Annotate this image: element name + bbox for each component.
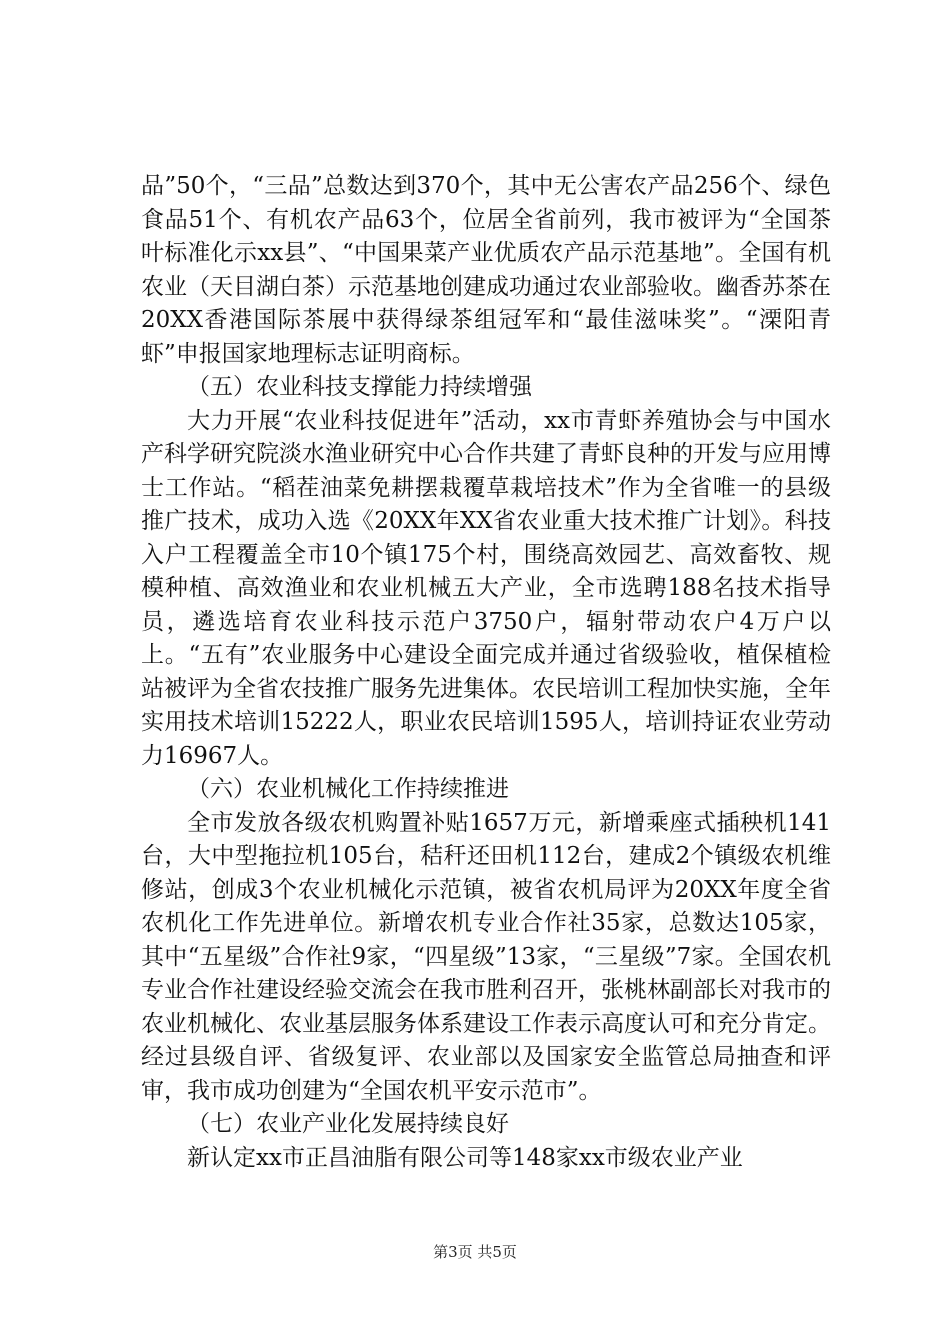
page-footer: 第3页 共5页 bbox=[433, 1243, 517, 1261]
paragraph-certified-products: 品”50个，“三品”总数达到370个，其中无公害农产品256个、绿色食品51个、有机农产品63个，位居全省前列，我市被评为“全国茶叶标准化示xx县”、“中国果菜产业优质农产品示范基地”。全国有机农业（天目湖白茶）示范基地创建成功通过农业部验收。幽香苏茶在20XX香港国际茶展中获得绿茶组冠军和“最佳滋味奖”。“溧阳青虾”申报国家地理标志证明商标。 bbox=[141, 173, 831, 367]
paragraph-industrialization: 新认定xx市正昌油脂有限公司等148家xx市级农业产业 bbox=[187, 1144, 743, 1171]
paragraph-agri-tech: 大力开展“农业科技促进年”活动，xx市青虾养殖协会与中国水产科学研究院淡水渔业研究中心合作共建了青虾良种的开发与应用博士工作站。“稻茬油菜免耕摆栽覆草栽培技术”作为全省唯一的县级推广技术，成功入选《20XX年XX省农业重大技术推广计划》。科技入户工程覆盖全市10个镇175个村，围绕高效园艺、高效畜牧、规模种植、高效渔业和农业机械五大产业，全市选聘188名技术指导员，遴选培育农业科技示范户3750户，辐射带动农户4万户以上。“五有”农业服务中心建设全面完成并通过省级验收，植保植检站被评为全省农技推广服务先进集体。农民培训工程加快实施，全年实用技术培训15222人，职业农民培训1595人，培训持证农业劳动力16967人。 bbox=[141, 407, 831, 769]
paragraph-mechanization: 全市发放各级农机购置补贴1657万元，新增乘座式插秧机141台，大中型拖拉机105台，秸秆还田机112台，建成2个镇级农机维修站，创成3个农业机械化示范镇，被省农机局评为20XX年度全省农机化工作先进单位。新增农机专业合作社35家，总数达105家，其中“五星级”合作社9家，“四星级”13家，“三星级”7家。全国农机专业合作社建设经验交流会在我市胜利召开，张桃林副部长对我市的农业机械化、农业基层服务体系建设工作表示高度认可和充分肯定。经过县级自评、省级复评、农业部以及国家安全监管总局抽查和评审，我市成功创建为“全国农机平安示范市”。 bbox=[141, 809, 831, 1104]
section-heading-7: （七）农业产业化发展持续良好 bbox=[187, 1111, 509, 1137]
section-heading-5: （五）农业科技支撑能力持续增强 bbox=[187, 374, 532, 400]
document-body bbox=[141, 170, 831, 1175]
section-heading-6: （六）农业机械化工作持续推进 bbox=[187, 776, 509, 802]
